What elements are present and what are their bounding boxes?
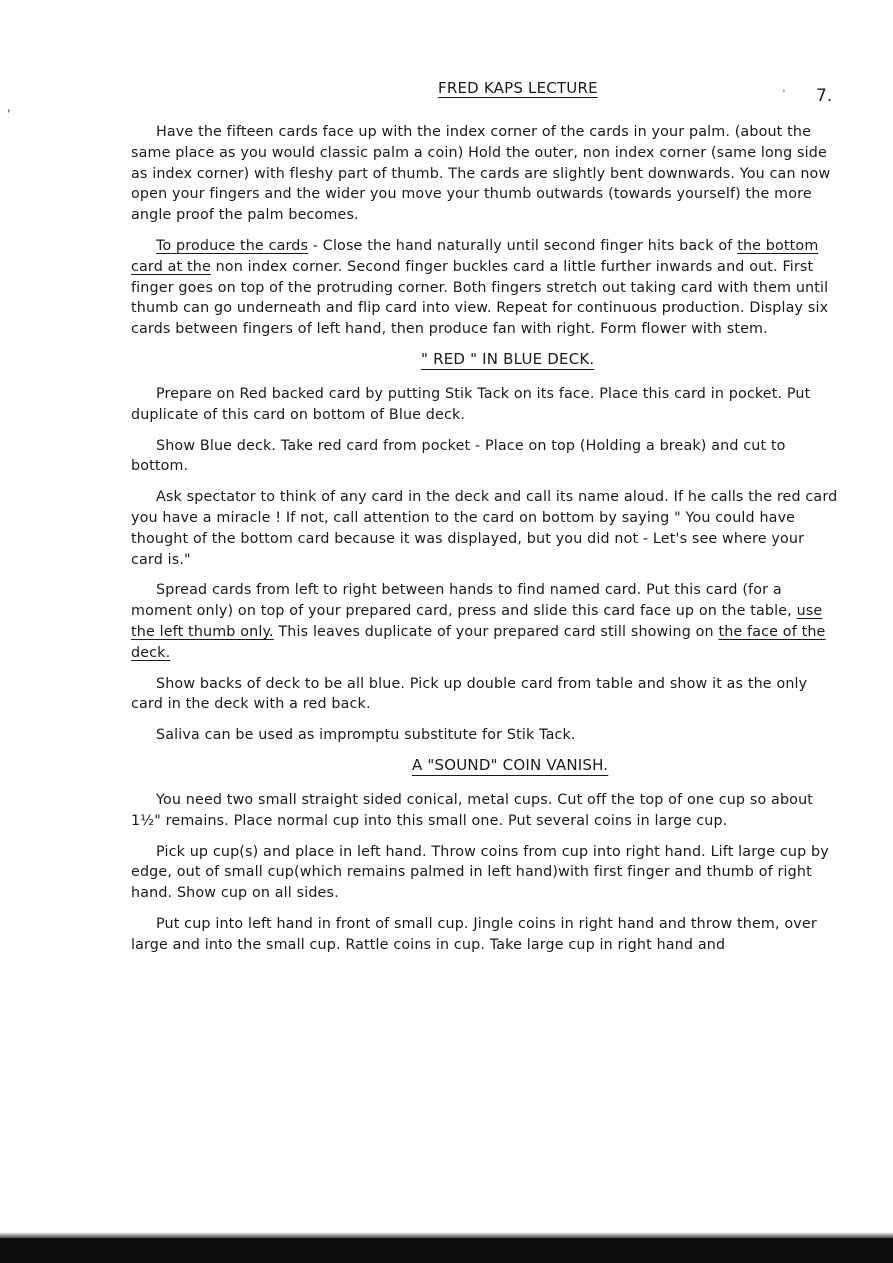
section-heading-sound-coin-vanish: A "SOUND" COIN VANISH. [412, 755, 609, 774]
paragraph-text: This leaves duplicate of your prepared card still showing on [273, 623, 719, 640]
stray-dot: · [782, 84, 786, 98]
underlined-phrase: To produce the cards [156, 237, 309, 254]
paragraph-put-cup: Put cup into left hand in front of small cup. Jingle coins in right hand and throw them, over large and into the small cup. Rattle coins in cup. Take large cup in right hand and [131, 915, 817, 953]
paragraph-text: Spread cards from left to right between hands to find named card. Put this card (for a moment only) on top of your prepared card, press and slide this card face up on the table, [131, 582, 797, 620]
scan-bottom-bar [0, 1238, 893, 1263]
page-title: FRED KAPS LECTURE [438, 79, 598, 97]
page-content [131, 122, 839, 966]
paragraph-prepare: Prepare on Red backed card by putting Stik Tack on its face. Place this card in pocket. Put duplicate of this card on bottom of Blue deck. [131, 385, 811, 423]
paragraph-palm-setup: Have the fifteen cards face up with the index corner of the cards in your palm. (about the same place as you would classic palm a coin) Hold the outer, non index corner (same long side as index corner) with fleshy part of thumb. The cards are slightly bent downwards. You can now open your fingers and the wider you move your thumb outwards (towards yourself) the more angle proof the palm becomes. [131, 124, 831, 224]
paragraph-show-backs: Show backs of deck to be all blue. Pick up double card from table and show it as the only card in the deck with a red back. [131, 675, 808, 713]
paragraph-show-blue-deck: Show Blue deck. Take red card from pocket - Place on top (Holding a break) and cut to bottom. [131, 437, 786, 475]
paragraph-ask-spectator: Ask spectator to think of any card in the deck and call its name aloud. If he calls the red card you have a miracle ! If not, call attention to the card on bottom by saying " You could have thought of the bottom card because it was displayed, but you did not - Let's see where your card is." [131, 489, 838, 568]
section-heading-red-in-blue-deck: " RED " IN BLUE DECK. [421, 349, 595, 368]
page-number: 7. [816, 86, 833, 106]
paragraph-spread-cards [131, 580, 839, 663]
paragraph-text: non index corner. Second finger buckles card a little further inwards and out. First finger goes on top of the protruding corner. Both fingers stretch out taking card with them until thumb can go underneath and flip card into view. Repeat for continuous production. Display six cards between fingers of left hand, then produce fan with right. Form flower with stem. [131, 258, 829, 338]
paragraph-saliva: Saliva can be used as impromptu substitute for Stik Tack. [156, 727, 576, 744]
underlined-phrase: use the left thumb only. [131, 603, 823, 640]
paragraph-produce-cards [131, 236, 839, 340]
underlined-phrase: the face of the deck. [131, 623, 826, 661]
paragraph-cups: You need two small straight sided conical, metal cups. Cut off the top of one cup so about 1½" remains. Place normal cup into this small one. Put several coins in large cup. [131, 791, 814, 829]
paragraph-text: - Close the hand naturally until second finger hits back of [308, 237, 738, 254]
margin-mark: , [7, 100, 11, 114]
paragraph-pick-up-cups: Pick up cup(s) and place in left hand. Throw coins from cup into right hand. Lift large cup by edge, out of small cup(which remains palmed in left hand)with first finger and thumb of right hand. Show cup on all sides. [131, 843, 829, 902]
underlined-phrase: the bottom card at the [131, 237, 819, 275]
